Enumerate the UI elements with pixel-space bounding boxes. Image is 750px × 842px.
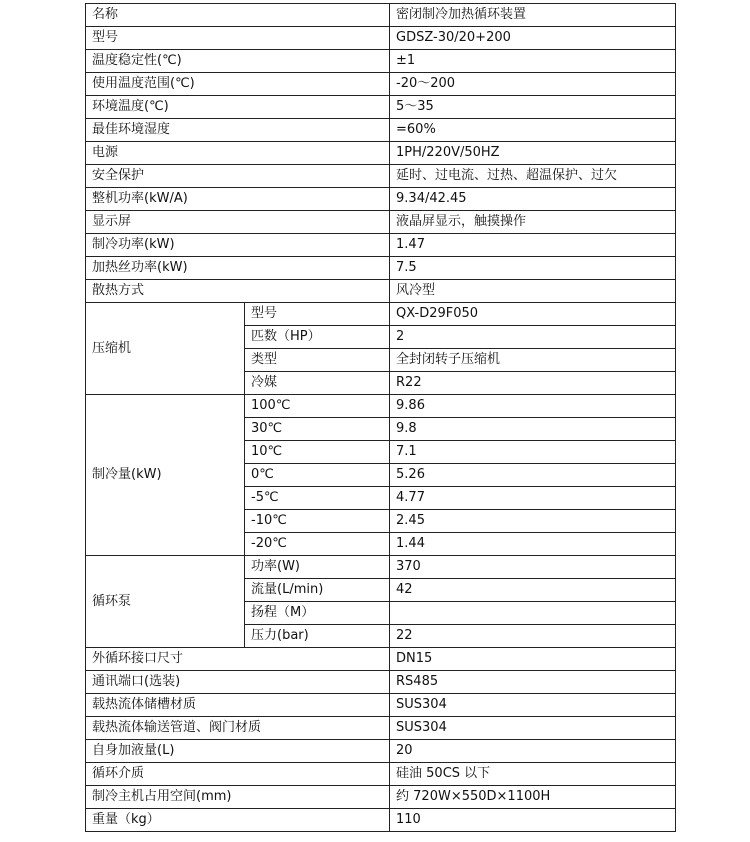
table-row [86,740,676,763]
sub-label: -10℃ [245,510,390,533]
sub-label: 10℃ [245,441,390,464]
table-row [86,234,676,257]
table-row [86,257,676,280]
row-value: GDSZ-30/20+200 [390,27,676,50]
table-row [86,27,676,50]
row-value: 全封闭转子压缩机 [390,349,676,372]
row-label: 安全保护 [86,165,390,188]
sub-label: 流量(L/min) [245,579,390,602]
row-label: 散热方式 [86,280,390,303]
row-label: 自身加液量(L) [86,740,390,763]
table-row [86,556,676,579]
row-value: RS485 [390,671,676,694]
row-label: 显示屏 [86,211,390,234]
sub-label: 扬程（M） [245,602,390,625]
row-value: 9.86 [390,395,676,418]
table-row [86,142,676,165]
sub-label: 功率(W) [245,556,390,579]
row-value: 延时、过电流、过热、超温保护、过欠 [390,165,676,188]
row-label: 载热流体储槽材质 [86,694,390,717]
row-label: 载热流体输送管道、阀门材质 [86,717,390,740]
sub-label: 0℃ [245,464,390,487]
sub-label: 冷媒 [245,372,390,395]
table-row [86,96,676,119]
table-row [86,73,676,96]
row-label: 加热丝功率(kW) [86,257,390,280]
row-value: 硅油 50CS 以下 [390,763,676,786]
table-row [86,303,676,326]
row-value: 7.1 [390,441,676,464]
row-value: 9.8 [390,418,676,441]
group-label: 压缩机 [86,303,245,395]
row-value: DN15 [390,648,676,671]
sub-label: -5℃ [245,487,390,510]
table-row [86,280,676,303]
row-value: =60% [390,119,676,142]
row-label: 整机功率(kW/A) [86,188,390,211]
table-row [86,188,676,211]
row-value [390,602,676,625]
table-row [86,648,676,671]
table-row [86,165,676,188]
table-row [86,671,676,694]
spec-table [85,3,676,832]
table-row [86,694,676,717]
table-row [86,50,676,73]
row-value: 370 [390,556,676,579]
sub-label: 匹数（HP） [245,326,390,349]
row-value: 风冷型 [390,280,676,303]
sub-label: 型号 [245,303,390,326]
row-value: 1.44 [390,533,676,556]
sub-label: 压力(bar) [245,625,390,648]
row-value: 9.34/42.45 [390,188,676,211]
row-label: 型号 [86,27,390,50]
row-label: 环境温度(℃) [86,96,390,119]
row-label: 循环介质 [86,763,390,786]
row-value: -20～200 [390,73,676,96]
row-value: 22 [390,625,676,648]
row-value: 1PH/220V/50HZ [390,142,676,165]
row-value: SUS304 [390,694,676,717]
row-label: 制冷功率(kW) [86,234,390,257]
table-row [86,119,676,142]
table-row [86,786,676,809]
table-row [86,717,676,740]
row-value: 110 [390,809,676,832]
row-value: 42 [390,579,676,602]
row-label: 电源 [86,142,390,165]
row-label: 使用温度范围(℃) [86,73,390,96]
row-label: 重量（kg） [86,809,390,832]
row-value: 1.47 [390,234,676,257]
row-label: 最佳环境湿度 [86,119,390,142]
row-value: 4.77 [390,487,676,510]
row-label: 名称 [86,4,390,27]
row-value: R22 [390,372,676,395]
row-value: 液晶屏显示，触摸操作 [390,211,676,234]
table-row [86,4,676,27]
row-label: 外循环接口尺寸 [86,648,390,671]
row-value: 2 [390,326,676,349]
row-value: 7.5 [390,257,676,280]
table-row [86,395,676,418]
sub-label: 100℃ [245,395,390,418]
sub-label: 类型 [245,349,390,372]
row-value: 5.26 [390,464,676,487]
row-value: 20 [390,740,676,763]
row-value: QX-D29F050 [390,303,676,326]
sub-label: 30℃ [245,418,390,441]
row-value: 5～35 [390,96,676,119]
table-row [86,763,676,786]
row-value: 约 720W×550D×1100H [390,786,676,809]
row-value: ±1 [390,50,676,73]
table-row [86,211,676,234]
group-label: 制冷量(kW) [86,395,245,556]
row-label: 制冷主机占用空间(mm) [86,786,390,809]
row-label: 通讯端口(选装) [86,671,390,694]
row-value: 2.45 [390,510,676,533]
sub-label: -20℃ [245,533,390,556]
row-value: 密闭制冷加热循环装置 [390,4,676,27]
row-value: SUS304 [390,717,676,740]
table-row [86,809,676,832]
row-label: 温度稳定性(℃) [86,50,390,73]
group-label: 循环泵 [86,556,245,648]
